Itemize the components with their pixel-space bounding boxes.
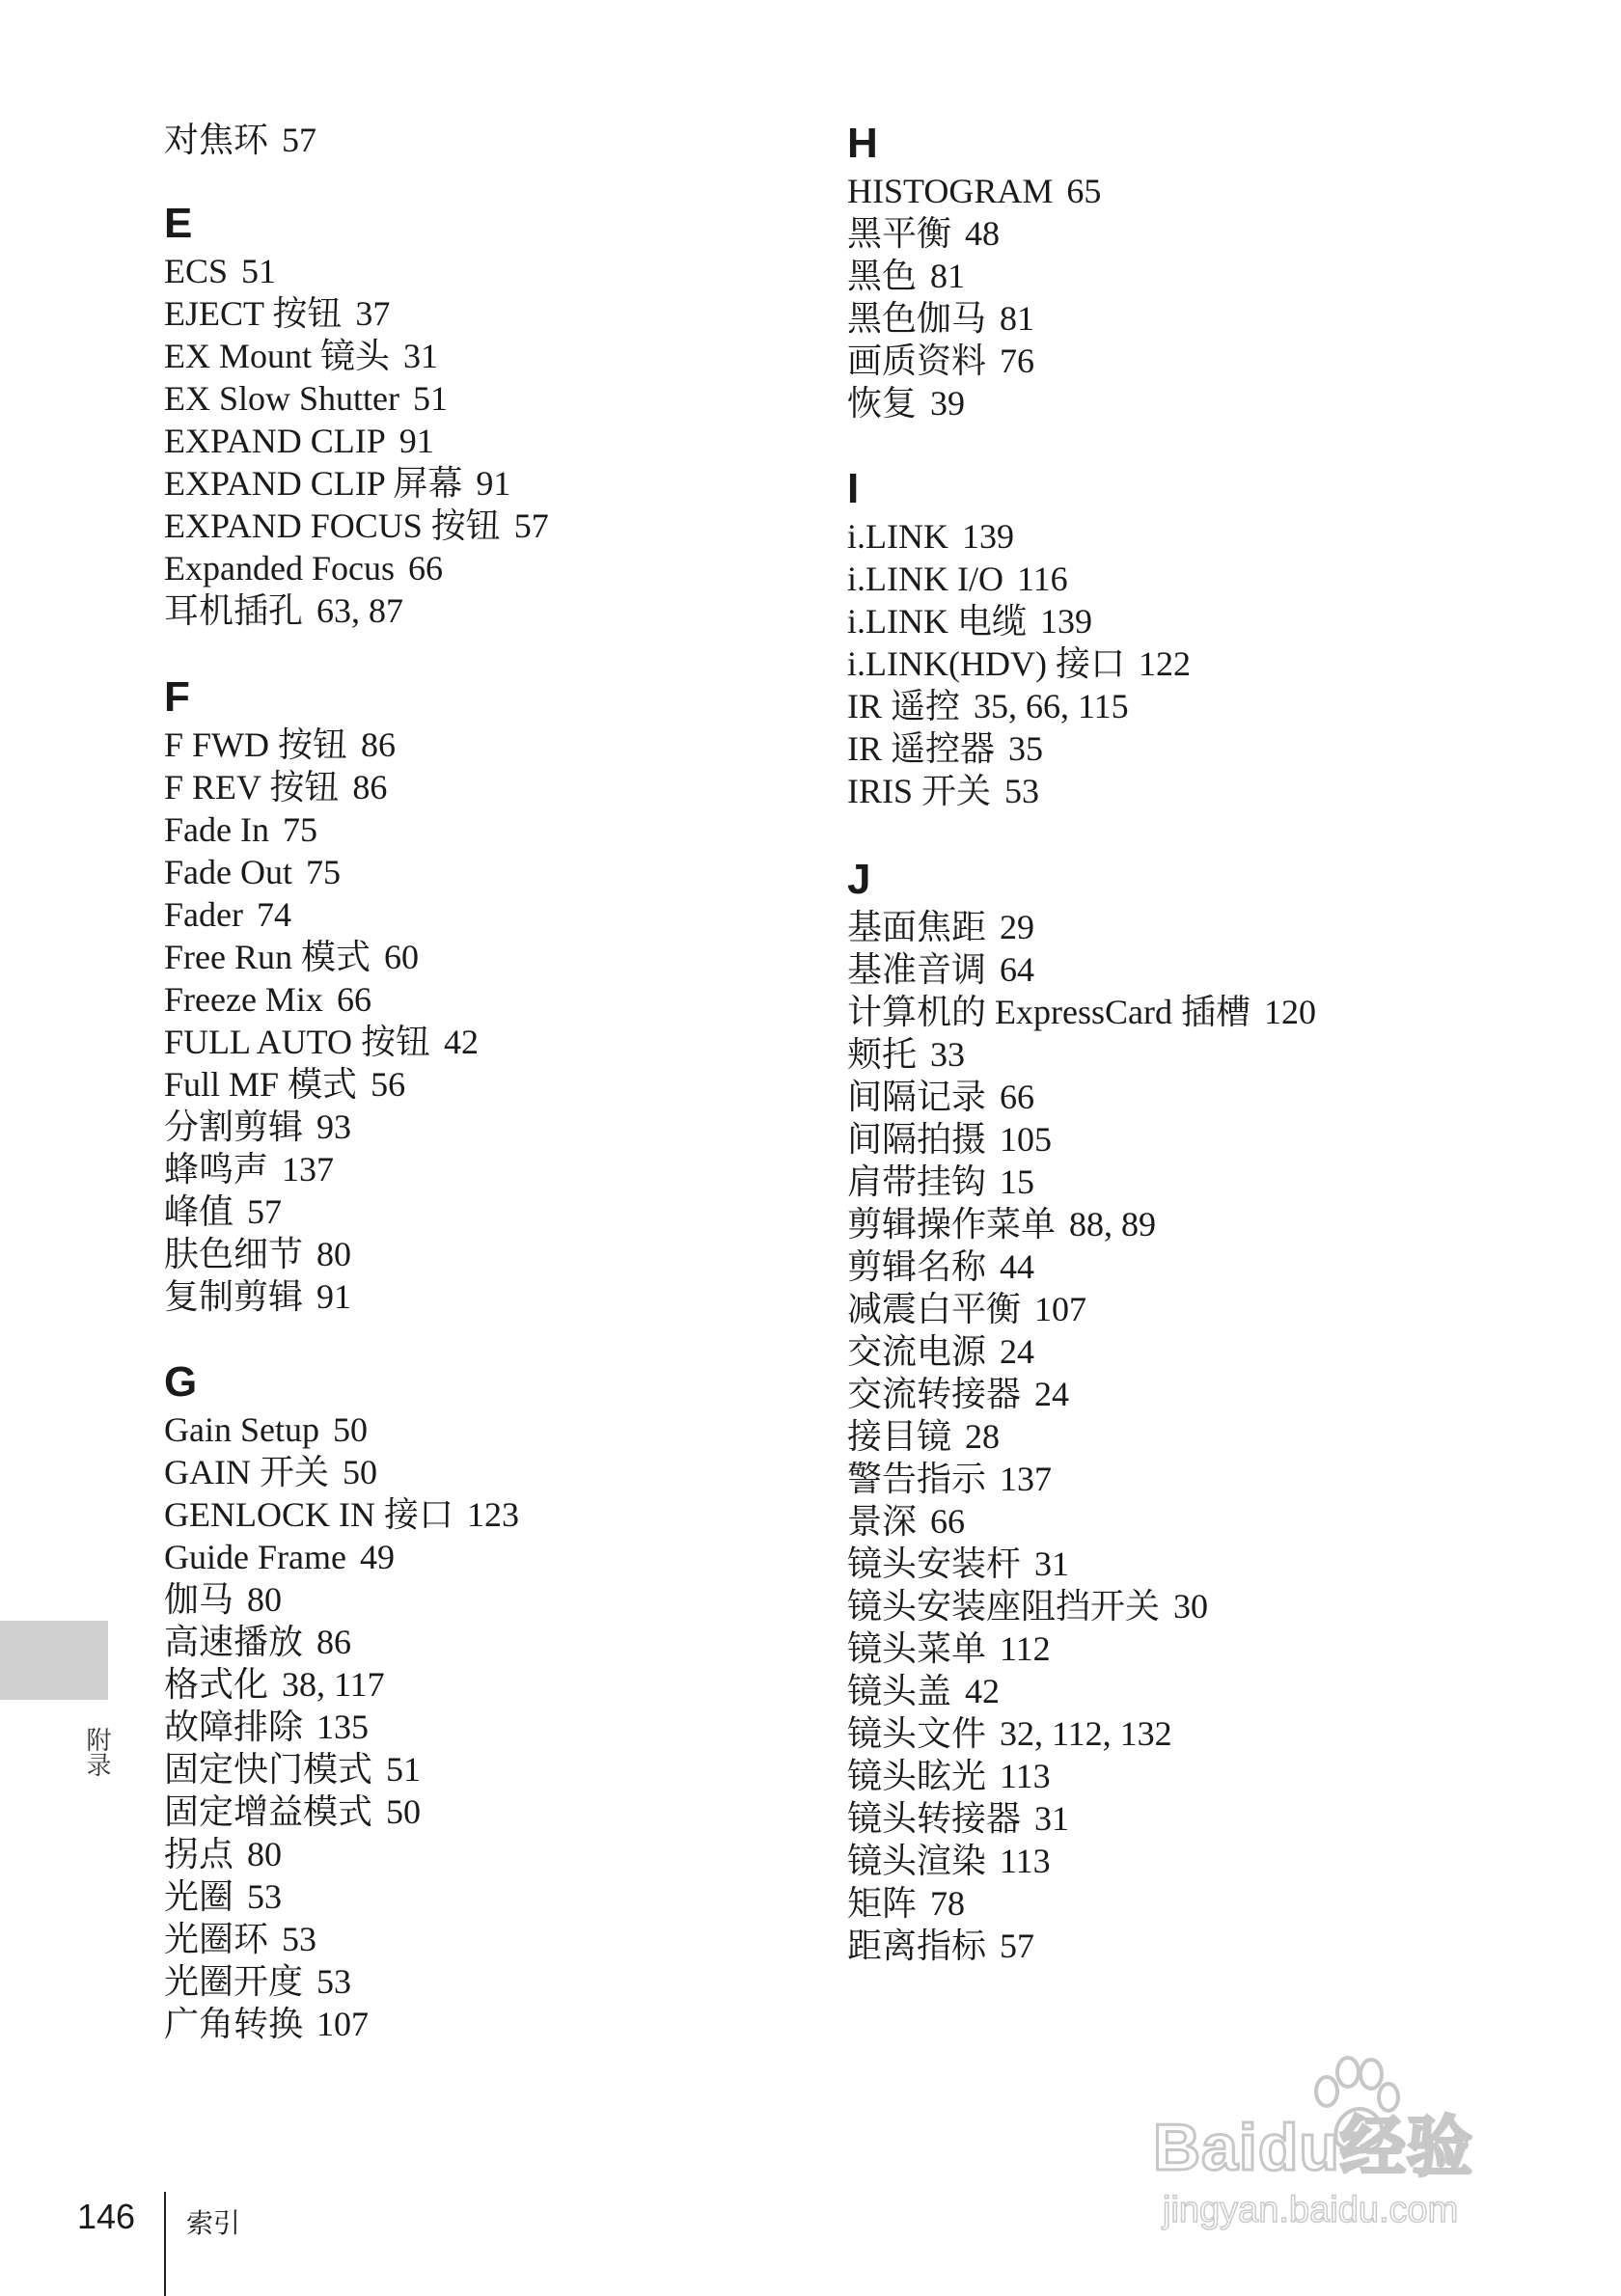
index-entry — [164, 766, 479, 808]
index-pages: 80 — [247, 1835, 283, 1873]
index-term: 减震白平衡 — [847, 1290, 1022, 1328]
index-pages: 39 — [930, 384, 966, 423]
index-entry — [847, 642, 1191, 685]
index-entry — [847, 1161, 1316, 1203]
index-entry — [847, 170, 1101, 212]
index-entry — [164, 335, 549, 377]
index-term: 镜头安装杆 — [847, 1544, 1022, 1583]
index-term: i.LINK I/O — [847, 560, 1003, 598]
index-entry — [847, 1373, 1316, 1415]
index-entry — [847, 297, 1101, 340]
index-pages: 135 — [316, 1708, 370, 1746]
index-entry — [847, 1797, 1316, 1840]
index-entry — [164, 1706, 519, 1748]
index-term: Full MF 模式 — [164, 1065, 358, 1104]
index-pages: 24 — [1034, 1375, 1070, 1413]
index-pages: 48 — [965, 214, 1001, 253]
index-pages: 24 — [1000, 1332, 1035, 1371]
index-pages: 49 — [359, 1538, 395, 1576]
index-entry — [164, 420, 549, 462]
index-entry — [847, 1627, 1316, 1670]
index-entry — [847, 906, 1316, 948]
index-entry — [847, 1076, 1316, 1118]
index-pages: 57 — [247, 1192, 283, 1231]
index-entry — [164, 1748, 519, 1790]
index-entry — [164, 1063, 479, 1106]
index-pages: 63, 87 — [316, 591, 404, 630]
index-pages: 53 — [1004, 772, 1040, 810]
index-pages: 80 — [316, 1235, 352, 1273]
index-pages: 81 — [930, 257, 966, 295]
index-entry — [164, 978, 479, 1021]
index-term: 景深 — [847, 1502, 918, 1541]
appendix-tab-label: 附录 — [82, 1727, 111, 1777]
index-term: 拐点 — [164, 1835, 234, 1873]
index-term: 基准音调 — [847, 950, 987, 989]
index-term: FULL AUTO 按钮 — [164, 1023, 431, 1061]
index-entry — [847, 558, 1191, 600]
index-term: 剪辑名称 — [847, 1247, 987, 1286]
index-pages: 42 — [965, 1672, 1001, 1710]
index-pages: 86 — [316, 1623, 352, 1661]
index-term: 光圈开度 — [164, 1962, 304, 2001]
index-entry — [164, 1833, 519, 1875]
index-entry — [164, 1451, 519, 1493]
index-term: F REV 按钮 — [164, 768, 340, 806]
index-term: 镜头渲染 — [847, 1842, 987, 1880]
index-pages: 32, 112, 132 — [1000, 1714, 1172, 1753]
index-pages: 57 — [1000, 1927, 1035, 1965]
index-entry — [164, 1875, 519, 1918]
index-term: 伽马 — [164, 1580, 234, 1619]
index-entry — [847, 1330, 1316, 1373]
index-entry — [164, 893, 479, 936]
index-term: Fader — [164, 895, 243, 934]
index-pages: 137 — [1000, 1460, 1053, 1498]
index-pages: 57 — [513, 506, 549, 545]
index-entry — [164, 1536, 519, 1578]
index-pages: 35, 66, 115 — [974, 687, 1129, 725]
index-term: 对焦环 — [164, 121, 269, 159]
index-pages: 53 — [247, 1877, 283, 1916]
index-term: 故障排除 — [164, 1708, 304, 1746]
index-entry — [847, 1458, 1316, 1500]
index-entry — [847, 1500, 1316, 1543]
index-section — [164, 198, 549, 632]
index-entry — [847, 1288, 1316, 1330]
index-entry — [847, 1543, 1316, 1585]
index-entry — [164, 1190, 479, 1233]
index-entry — [164, 119, 801, 161]
index-pages: 93 — [316, 1107, 352, 1146]
index-term: GENLOCK IN 接口 — [164, 1495, 453, 1534]
index-pages: 64 — [1000, 950, 1035, 989]
index-pages: 50 — [332, 1410, 368, 1449]
index-pages: 28 — [965, 1417, 1001, 1456]
index-entry — [847, 1203, 1316, 1245]
footer-section-label: 索引 — [186, 2207, 241, 2239]
index-term: 黑平衡 — [847, 214, 952, 253]
index-entry — [847, 1585, 1316, 1627]
baidu-watermark — [1153, 2055, 1558, 2248]
index-pages: 78 — [930, 1884, 966, 1923]
index-term: EXPAND FOCUS 按钮 — [164, 506, 501, 545]
section-letter: F — [164, 673, 190, 721]
index-term: 警告指示 — [847, 1460, 987, 1498]
index-entry — [164, 1408, 519, 1451]
watermark-brand: Baidu经验 — [1153, 2111, 1473, 2184]
index-entry — [847, 685, 1191, 727]
index-term: F FWD 按钮 — [164, 725, 348, 764]
index-term: 分割剪辑 — [164, 1107, 304, 1146]
index-term: EXPAND CLIP — [164, 422, 386, 460]
index-entry — [164, 2003, 519, 2045]
section-letter: G — [164, 1358, 198, 1406]
index-term: 间隔拍摄 — [847, 1120, 987, 1159]
index-entry — [164, 250, 549, 292]
index-pages: 33 — [930, 1035, 966, 1074]
index-pages: 139 — [1039, 602, 1092, 641]
index-term: EXPAND CLIP 屏幕 — [164, 464, 463, 503]
index-pages: 122 — [1138, 644, 1191, 683]
index-term: i.LINK 电缆 — [847, 602, 1027, 641]
index-pages: 107 — [316, 2005, 370, 2043]
index-term: 基面焦距 — [847, 908, 987, 946]
index-term: IR 遥控器 — [847, 729, 996, 768]
index-entry — [164, 377, 549, 420]
index-term: IRIS 开关 — [847, 772, 992, 810]
index-term: 镜头盖 — [847, 1672, 952, 1710]
index-pages: 75 — [282, 810, 317, 849]
index-term: IR 遥控 — [847, 687, 961, 725]
index-entry — [164, 1578, 519, 1621]
index-term: i.LINK — [847, 517, 948, 556]
index-pages: 51 — [386, 1750, 422, 1789]
index-term: Expanded Focus — [164, 549, 395, 588]
index-pages: 91 — [316, 1277, 352, 1316]
index-pages: 56 — [371, 1065, 406, 1104]
index-entry — [164, 936, 479, 978]
index-entry — [164, 1021, 479, 1063]
index-pages: 91 — [476, 464, 511, 503]
index-entry — [847, 340, 1101, 382]
index-term: 格式化 — [164, 1665, 269, 1704]
index-term: 距离指标 — [847, 1927, 987, 1965]
index-term: 剪辑操作菜单 — [847, 1205, 1057, 1244]
index-pages: 66 — [407, 549, 443, 588]
index-entry — [164, 851, 479, 893]
section-letter: J — [847, 856, 871, 903]
index-pages: 31 — [1034, 1544, 1070, 1583]
index-pages: 37 — [355, 294, 391, 333]
index-entry — [164, 547, 549, 589]
section-letter: E — [164, 200, 193, 247]
lead-entries — [164, 119, 801, 161]
index-term: 恢复 — [847, 384, 918, 423]
index-entry — [847, 255, 1101, 297]
index-term: 镜头转接器 — [847, 1799, 1022, 1838]
index-entry — [164, 1148, 479, 1190]
index-pages: 38, 117 — [282, 1665, 385, 1704]
index-term: Fade Out — [164, 853, 292, 891]
index-entry — [164, 1960, 519, 2003]
index-term: 广角转换 — [164, 2005, 304, 2043]
index-entry — [847, 1755, 1316, 1797]
index-pages: 42 — [444, 1023, 480, 1061]
index-entry — [164, 505, 549, 547]
index-entry — [847, 1118, 1316, 1161]
index-entry — [847, 1882, 1316, 1925]
index-pages: 51 — [241, 252, 277, 290]
index-section — [164, 671, 479, 1318]
index-entry — [847, 1840, 1316, 1882]
index-term: 接目镜 — [847, 1417, 952, 1456]
index-entry — [847, 212, 1101, 255]
index-pages: 107 — [1034, 1290, 1087, 1328]
index-term: 高速播放 — [164, 1623, 304, 1661]
index-section — [847, 463, 1191, 812]
index-entry — [164, 1106, 479, 1148]
index-pages: 88, 89 — [1069, 1205, 1157, 1244]
index-entry — [164, 589, 549, 632]
index-pages: 86 — [352, 768, 388, 806]
index-pages: 123 — [466, 1495, 519, 1534]
index-pages: 112 — [1000, 1629, 1051, 1668]
index-term: Guide Frame — [164, 1538, 346, 1576]
index-section — [847, 118, 1101, 424]
index-entry — [164, 1493, 519, 1536]
index-pages: 80 — [247, 1580, 283, 1619]
index-entry — [847, 1670, 1316, 1712]
index-pages: 139 — [961, 517, 1014, 556]
index-pages: 86 — [361, 725, 397, 764]
index-entry — [847, 727, 1191, 770]
index-term: 光圈环 — [164, 1920, 269, 1958]
section-letter: H — [847, 120, 878, 167]
index-section — [847, 854, 1316, 1967]
index-term: GAIN 开关 — [164, 1453, 329, 1491]
index-entry — [164, 1663, 519, 1706]
index-pages: 66 — [336, 980, 371, 1019]
index-entry — [847, 1415, 1316, 1458]
index-term: Gain Setup — [164, 1410, 319, 1449]
index-entry — [847, 1925, 1316, 1967]
index-term: 固定增益模式 — [164, 1792, 373, 1831]
index-term: 颊托 — [847, 1035, 918, 1074]
index-term: Fade In — [164, 810, 269, 849]
index-pages: 60 — [383, 938, 419, 976]
index-entry — [847, 770, 1191, 812]
index-pages: 137 — [282, 1150, 335, 1189]
index-pages: 29 — [1000, 908, 1035, 946]
index-term: 交流转接器 — [847, 1375, 1022, 1413]
index-term: Freeze Mix — [164, 980, 323, 1019]
index-term: HISTOGRAM — [847, 172, 1054, 210]
watermark-url: jingyan.baidu.com — [1163, 2190, 1459, 2230]
index-pages: 31 — [403, 337, 439, 375]
index-term: 耳机插孔 — [164, 591, 304, 630]
index-term: 镜头文件 — [847, 1714, 987, 1753]
index-term: ECS — [164, 252, 229, 290]
index-entry — [164, 724, 479, 766]
index-pages: 81 — [1000, 299, 1035, 338]
index-term: 蜂鸣声 — [164, 1150, 269, 1189]
index-entry — [847, 1712, 1316, 1755]
index-term: 复制剪辑 — [164, 1277, 304, 1316]
index-entry — [164, 808, 479, 851]
index-term: EJECT 按钮 — [164, 294, 343, 333]
index-entry — [847, 1245, 1316, 1288]
index-term: 镜头眩光 — [847, 1757, 987, 1795]
index-pages: 113 — [1000, 1757, 1051, 1795]
index-entry — [164, 1233, 479, 1275]
index-pages: 35 — [1008, 729, 1044, 768]
index-pages: 76 — [1000, 342, 1035, 380]
footer-divider — [164, 2192, 166, 2296]
index-entry — [164, 1275, 479, 1318]
index-term: 肩带挂钩 — [847, 1162, 987, 1201]
index-pages: 65 — [1066, 172, 1102, 210]
index-entry — [847, 948, 1316, 991]
index-pages: 51 — [413, 379, 449, 418]
index-term: 光圈 — [164, 1877, 234, 1916]
index-term: 固定快门模式 — [164, 1750, 373, 1789]
index-term: 黑色伽马 — [847, 299, 987, 338]
index-entry — [164, 462, 549, 505]
index-pages: 74 — [256, 895, 291, 934]
index-pages: 105 — [1000, 1120, 1053, 1159]
index-term: i.LINK(HDV) 接口 — [847, 644, 1125, 683]
index-term: Free Run 模式 — [164, 938, 371, 976]
index-term: 交流电源 — [847, 1332, 987, 1371]
index-entry — [847, 600, 1191, 642]
index-entry — [164, 1621, 519, 1663]
index-term: 黑色 — [847, 257, 918, 295]
index-term: 肤色细节 — [164, 1235, 304, 1273]
index-pages: 50 — [342, 1453, 377, 1491]
index-term: 镜头菜单 — [847, 1629, 987, 1668]
index-pages: 53 — [282, 1920, 317, 1958]
section-letter: I — [847, 465, 860, 512]
index-entry — [847, 991, 1316, 1033]
index-pages: 15 — [1000, 1162, 1035, 1201]
index-pages: 50 — [386, 1792, 422, 1831]
index-entry — [847, 1033, 1316, 1076]
index-entry — [847, 382, 1101, 424]
index-term: 峰值 — [164, 1192, 234, 1231]
index-entry — [164, 292, 549, 335]
index-pages: 44 — [1000, 1247, 1035, 1286]
index-pages: 53 — [316, 1962, 352, 2001]
index-section — [164, 1356, 519, 2045]
index-pages: 120 — [1263, 993, 1316, 1031]
index-term: 画质资料 — [847, 342, 987, 380]
index-pages: 66 — [930, 1502, 966, 1541]
index-pages: 75 — [305, 853, 341, 891]
page-number: 146 — [77, 2197, 136, 2236]
index-term: EX Mount 镜头 — [164, 337, 391, 375]
index-pages: 57 — [282, 121, 317, 159]
index-pages: 116 — [1016, 560, 1068, 598]
index-term: 矩阵 — [847, 1884, 918, 1923]
index-term: 镜头安装座阻挡开关 — [847, 1587, 1161, 1626]
index-entry — [847, 515, 1191, 558]
index-pages: 66 — [1000, 1078, 1035, 1116]
index-term: EX Slow Shutter — [164, 379, 400, 418]
appendix-tab — [0, 1621, 108, 1700]
index-pages: 31 — [1034, 1799, 1070, 1838]
index-pages: 30 — [1173, 1587, 1209, 1626]
index-term: 间隔记录 — [847, 1078, 987, 1116]
index-pages: 113 — [1000, 1842, 1051, 1880]
index-entry — [164, 1918, 519, 1960]
index-term: 计算机的 ExpressCard 插槽 — [847, 993, 1250, 1031]
index-pages: 91 — [398, 422, 434, 460]
index-entry — [164, 1790, 519, 1833]
